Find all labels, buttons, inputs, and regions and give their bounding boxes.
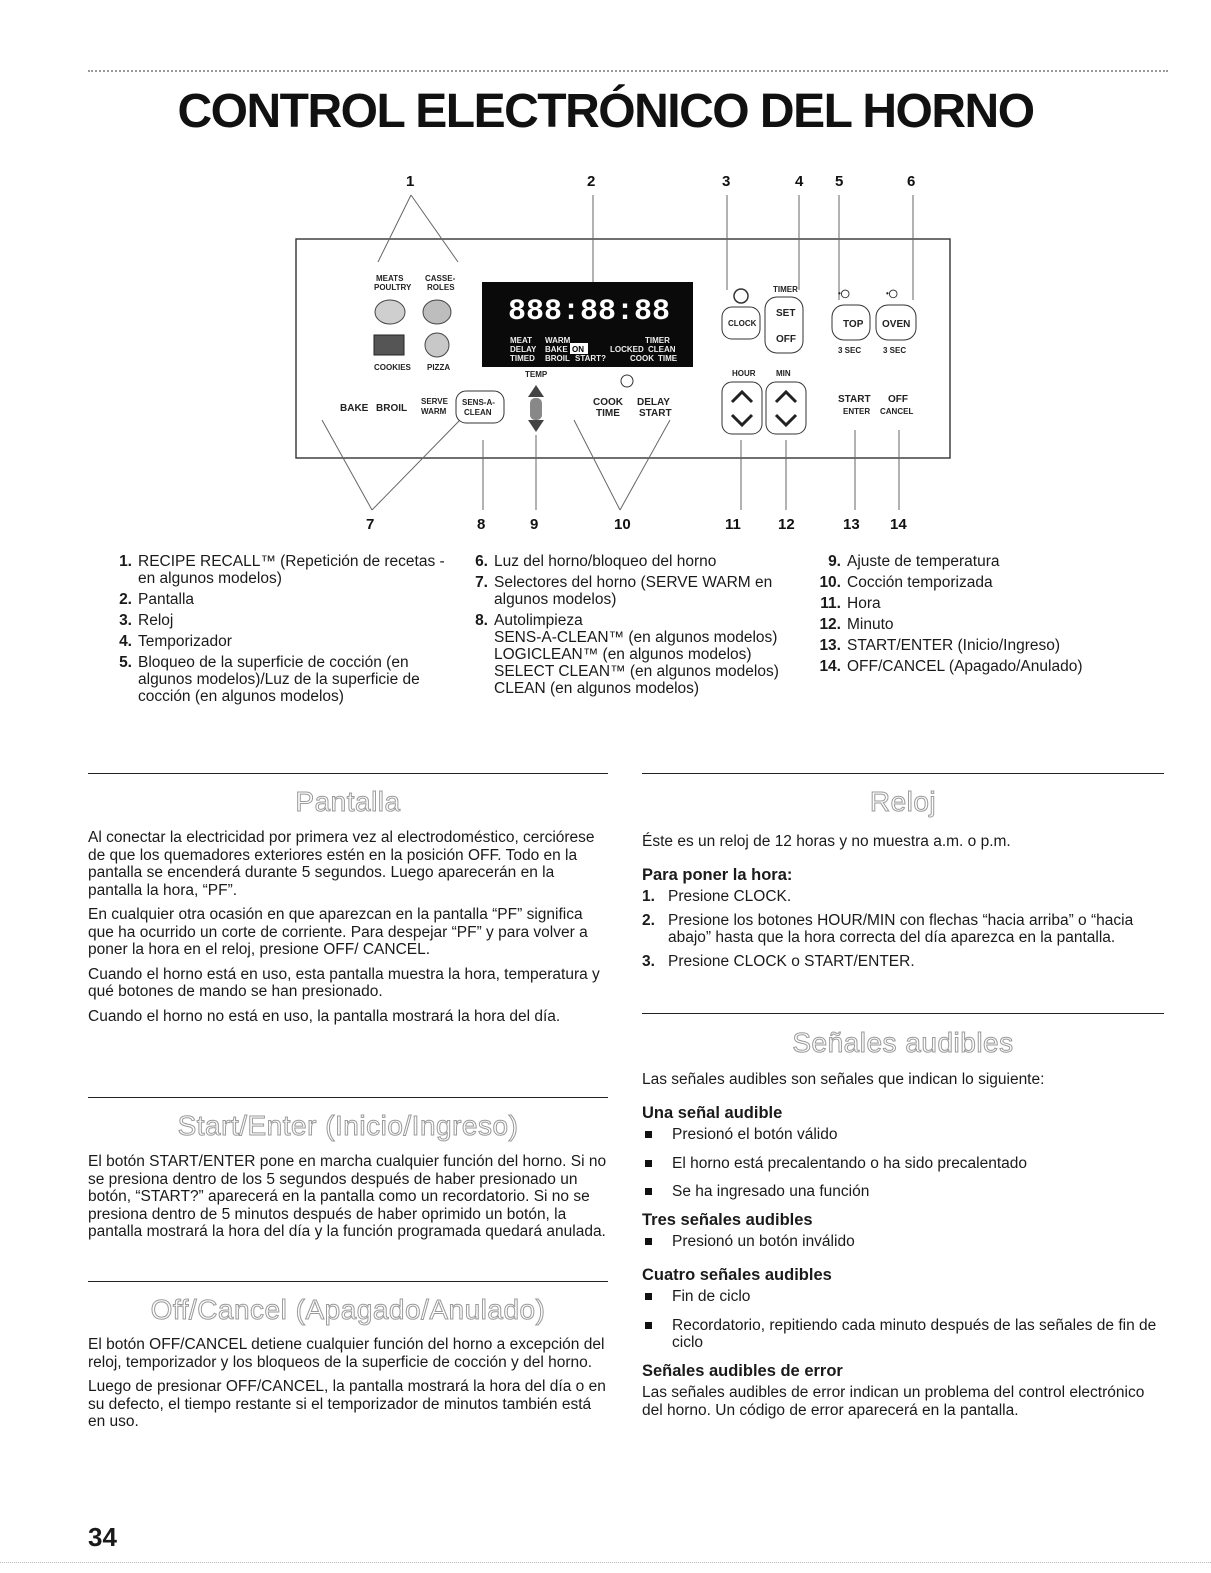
svg-text:POULTRY: POULTRY bbox=[374, 283, 412, 292]
list-item: 1. Presione CLOCK. bbox=[642, 888, 792, 905]
svg-text:HOUR: HOUR bbox=[732, 369, 756, 378]
section-heading-off-cancel: Off/Cancel (Apagado/Anulado) bbox=[150, 1294, 546, 1325]
legend-item: SELECT CLEAN™ (en algunos modelos) bbox=[494, 663, 779, 680]
legend-item: 8. Autolimpieza bbox=[475, 612, 583, 629]
senales-text: Las señales audibles son señales que indican lo siguiente: Una señal audible Presionó el botón válido El horno está precalentando o ha sido precalentado Se ha ingresado una función Tres señales audibles Presionó un botón inválido Cuatro señales audibles Fin de ciclo Recordatorio, repitiendo cada minuto después de las señales de fin de ciclo Señales audibles de error Las señales audibles de error indican un problema del control electrónico del horno. Un código de error aparecerá en la pantalla. bbox=[642, 1071, 1164, 1426]
svg-text:OFF: OFF bbox=[888, 394, 908, 405]
list-item: 3. Presione CLOCK o START/ENTER. bbox=[642, 952, 915, 970]
svg-text:MEATS: MEATS bbox=[376, 274, 404, 283]
callout-10: 10 bbox=[614, 516, 631, 533]
legend-item: CLEAN (en algunos modelos) bbox=[494, 680, 700, 697]
legend-item: 3. Reloj bbox=[119, 612, 174, 629]
off-cancel-text: El botón OFF/CANCEL detiene cualquier función del horno a excepción del reloj, temporizador y los bloqueos de la superficie de cocción y del horno. Luego de presionar OFF/CANCEL, la pantalla mostrará la hora del día o en su defecto, el tiempo restante si el temporizador de minutos también está en uso. bbox=[88, 1336, 606, 1430]
svg-text:TOP: TOP bbox=[843, 319, 864, 330]
section-rule bbox=[88, 773, 608, 774]
list-item: Se ha ingresado una función bbox=[642, 1183, 1164, 1201]
section-rule bbox=[88, 1281, 608, 1282]
legend-item: 7. Selectores del horno (SERVE WARM en algunos modelos) bbox=[475, 574, 773, 608]
section-heading-senales: Señales audibles bbox=[792, 1027, 1014, 1058]
bottom-dotted-rule bbox=[0, 1562, 1211, 1563]
legend-item: 12. Minuto bbox=[819, 616, 894, 633]
list-item: 2. Presione los botones HOUR/MIN con flechas “hacia arriba” o “hacia abajo” hasta que la hora correcta del día aparezca en la pantalla. bbox=[642, 911, 1134, 946]
top-dotted-rule bbox=[88, 70, 1168, 72]
svg-text:CANCEL: CANCEL bbox=[880, 407, 914, 416]
section-heading-start-enter: Start/Enter (Inicio/Ingreso) bbox=[177, 1110, 519, 1141]
page-number: 34 bbox=[88, 1522, 117, 1552]
callout-11: 11 bbox=[725, 516, 741, 533]
svg-text:START?: START? bbox=[575, 354, 606, 363]
svg-text:CASSE-: CASSE- bbox=[425, 274, 456, 283]
legend-item: 11. Hora bbox=[820, 595, 881, 612]
oven-selector-buttons bbox=[340, 391, 504, 423]
svg-text:PIZZA: PIZZA bbox=[427, 363, 451, 372]
svg-text:•◯: •◯ bbox=[886, 289, 898, 298]
display-screen bbox=[482, 282, 693, 367]
section-rule bbox=[642, 1013, 1164, 1014]
callout-8: 8 bbox=[477, 516, 486, 533]
svg-text:3 SEC: 3 SEC bbox=[883, 346, 907, 355]
svg-text:SERVE: SERVE bbox=[421, 397, 448, 406]
svg-text:CLOCK: CLOCK bbox=[728, 319, 757, 328]
legend-column-2 bbox=[462, 553, 802, 701]
svg-text:SET: SET bbox=[776, 308, 796, 319]
svg-text:DELAY: DELAY bbox=[510, 345, 537, 354]
svg-text:WARM: WARM bbox=[421, 407, 447, 416]
bullet-icon bbox=[642, 1126, 672, 1144]
bullet-icon bbox=[642, 1288, 672, 1306]
svg-text:TIMER: TIMER bbox=[773, 285, 798, 294]
svg-text:MIN: MIN bbox=[776, 369, 791, 378]
legend-item: 14. OFF/CANCEL (Apagado/Anulado) bbox=[819, 658, 1083, 675]
svg-text:SENS-A-: SENS-A- bbox=[462, 398, 495, 407]
svg-text:BAKE: BAKE bbox=[340, 403, 369, 414]
legend-column-1 bbox=[106, 553, 446, 709]
svg-text:CLEAN: CLEAN bbox=[648, 345, 676, 354]
svg-text:COOKIES: COOKIES bbox=[374, 363, 411, 372]
start-off-buttons bbox=[838, 394, 913, 416]
svg-text:WARM: WARM bbox=[545, 336, 571, 345]
svg-text:ON: ON bbox=[572, 345, 584, 354]
legend-item: 6. Luz del horno/bloqueo del horno bbox=[475, 553, 717, 570]
svg-text:ENTER: ENTER bbox=[843, 407, 871, 416]
section-rule bbox=[88, 1097, 608, 1098]
svg-text:TEMP: TEMP bbox=[525, 370, 548, 379]
section-heading-reloj: Reloj bbox=[869, 786, 937, 817]
svg-text:DELAY: DELAY bbox=[637, 397, 670, 408]
cook-time-delay-start bbox=[593, 375, 672, 419]
callout-9: 9 bbox=[530, 516, 539, 533]
legend-item: 4. Temporizador bbox=[119, 633, 232, 650]
svg-text:3 SEC: 3 SEC bbox=[838, 346, 862, 355]
legend-item: 5. Bloqueo de la superficie de cocción (en algunos modelos)/Luz de la superficie de cocción (en algunos modelos) bbox=[119, 654, 420, 705]
legend-item: SENS-A-CLEAN™ (en algunos modelos) bbox=[494, 629, 778, 646]
callout-14: 14 bbox=[890, 516, 907, 533]
list-item: El horno está precalentando o ha sido precalentado bbox=[642, 1155, 1164, 1173]
callout-12: 12 bbox=[778, 516, 795, 533]
hour-min-buttons bbox=[722, 369, 806, 434]
svg-text:CLEAN: CLEAN bbox=[464, 408, 492, 417]
legend-item: 9. Ajuste de temperatura bbox=[828, 553, 1000, 570]
callout-7: 7 bbox=[366, 516, 375, 533]
svg-text:BROIL: BROIL bbox=[545, 354, 570, 363]
svg-text:COOK: COOK bbox=[593, 397, 623, 408]
svg-text:TIMER: TIMER bbox=[645, 336, 670, 345]
list-item: Presionó un botón inválido bbox=[642, 1233, 1164, 1251]
legend-item: LOGICLEAN™ (en algunos modelos) bbox=[494, 646, 752, 663]
list-item: Recordatorio, repitiendo cada minuto después de las señales de fin de ciclo bbox=[642, 1317, 1164, 1352]
bullet-icon bbox=[642, 1233, 672, 1251]
section-rule bbox=[642, 773, 1164, 774]
svg-text:•◯: •◯ bbox=[838, 289, 850, 298]
svg-text:TIME: TIME bbox=[596, 408, 620, 419]
svg-text:ROLES: ROLES bbox=[427, 283, 455, 292]
pantalla-text: Al conectar la electricidad por primera vez al electrodoméstico, cerciórese de que los quemadores exteriores estén en la posición OFF. Todo en la pantalla se encenderá durante 5 segundos. Luego aparecerán en la pantalla la hora, “PF”. En cualquier otra ocasión en que aparezcan en la pantalla “PF” significa que ha ocurrido un corte de corriente. Para despejar “PF” y para volver a poner la hora en el reloj, presione OFF/ CANCEL. Cuando el horno está en uso, esta pantalla muestra la hora, temperatura y qué botones de mando se han presionado. Cuando el horno no está en uso, la pantalla mostrará la hora del día. bbox=[88, 829, 600, 1025]
clock-timer-buttons bbox=[722, 285, 803, 353]
svg-text:BROIL: BROIL bbox=[376, 403, 408, 414]
callout-6: 6 bbox=[907, 173, 916, 190]
legend-item: 1. RECIPE RECALL™ (Repetición de recetas - en algunos modelos) bbox=[119, 553, 445, 587]
lock-light-buttons bbox=[832, 289, 916, 355]
start-enter-text: El botón START/ENTER pone en marcha cualquier función del horno. Si no se presiona dentro de los 5 segundos después de haber presionado un botón, “START?” aparecerá en la pantalla como un recordatorio. Si no se presiona dentro de 5 minutos después de haber oprimido un botón, la pantalla mostrará la hora del día y la función programada quedará anulada. bbox=[88, 1153, 607, 1240]
reloj-text: Éste es un reloj de 12 horas y no muestra a.m. o p.m. Para poner la hora: 1. Presione CLOCK. 2. Presione los botones HOUR/MIN con flechas “hacia arriba” o “hacia abajo” hasta que la hora correcta del día aparezca en la pantalla. 3. Presione CLOCK o START/ENTER. bbox=[642, 833, 1164, 976]
svg-text:OFF: OFF bbox=[776, 334, 796, 345]
temp-arrows bbox=[525, 370, 548, 432]
control-panel-diagram bbox=[0, 160, 1211, 540]
callout-1: 1 bbox=[406, 173, 415, 190]
legend-item: 13. START/ENTER (Inicio/Ingreso) bbox=[819, 637, 1061, 654]
bullet-icon bbox=[642, 1155, 672, 1173]
section-heading-pantalla: Pantalla bbox=[295, 786, 401, 817]
legend-item: 10. Cocción temporizada bbox=[819, 574, 993, 591]
recipe-recall-buttons bbox=[374, 274, 456, 372]
callout-3: 3 bbox=[722, 173, 731, 190]
svg-text:START: START bbox=[639, 408, 672, 419]
legend-column-3 bbox=[815, 553, 1155, 679]
svg-text:MEAT: MEAT bbox=[510, 336, 533, 345]
svg-text:START: START bbox=[838, 394, 871, 405]
svg-text:TIMED: TIMED bbox=[510, 354, 535, 363]
callout-5: 5 bbox=[835, 173, 844, 190]
callout-2: 2 bbox=[587, 173, 596, 190]
bullet-icon bbox=[642, 1183, 672, 1201]
svg-text:OVEN: OVEN bbox=[882, 319, 911, 330]
callout-13: 13 bbox=[843, 516, 860, 533]
page-title: CONTROL ELECTRÓNICO DEL HORNO bbox=[177, 85, 1034, 138]
legend-item: 2. Pantalla bbox=[119, 591, 195, 608]
display-digits: 888:88:88 bbox=[508, 295, 671, 329]
callout-4: 4 bbox=[795, 173, 804, 190]
svg-text:COOK: COOK bbox=[630, 354, 654, 363]
svg-text:LOCKED: LOCKED bbox=[610, 345, 644, 354]
svg-text:BAKE: BAKE bbox=[545, 345, 568, 354]
list-item: Fin de ciclo bbox=[642, 1288, 1164, 1306]
svg-text:TIME: TIME bbox=[658, 354, 678, 363]
list-item: Presionó el botón válido bbox=[642, 1126, 1164, 1144]
bullet-icon bbox=[642, 1317, 672, 1352]
